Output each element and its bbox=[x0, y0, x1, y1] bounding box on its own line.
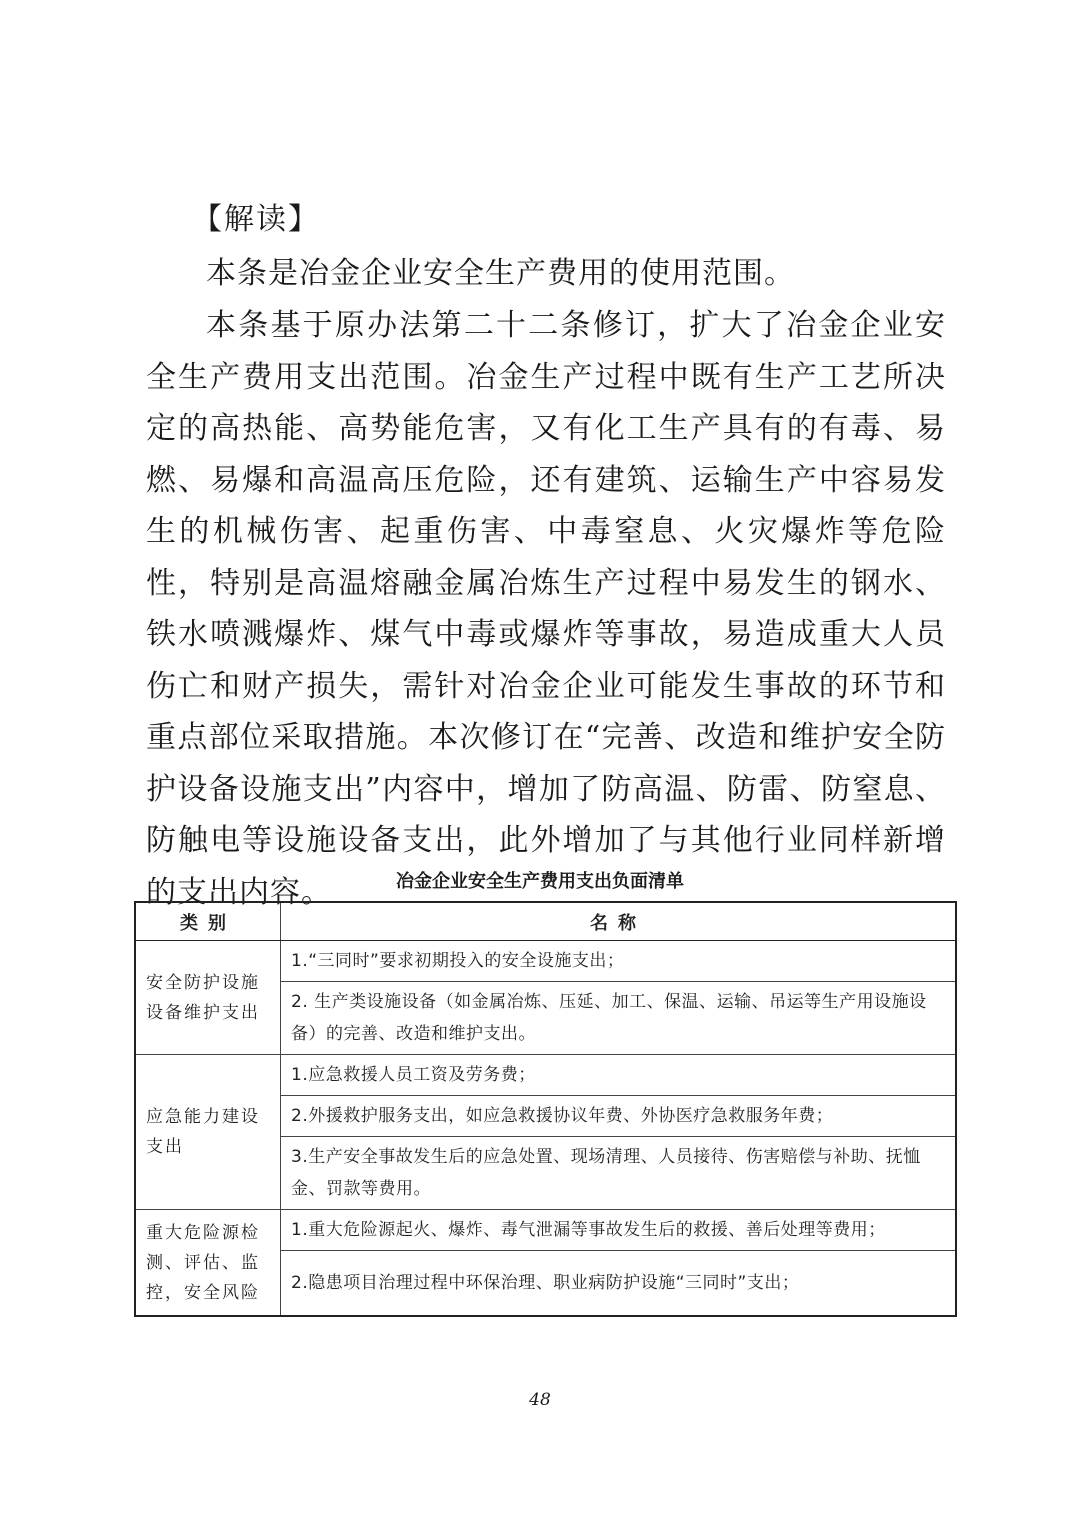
header-name: 名称 bbox=[281, 902, 957, 941]
section-heading: 【解读】 bbox=[192, 202, 320, 237]
item-cell: 3.生产安全事故发生后的应急处置、现场清理、人员接待、伤害赔偿与补助、抚恤金、罚款等费用。 bbox=[281, 1137, 957, 1210]
expense-negative-list-table bbox=[134, 901, 957, 1317]
paragraph-2: 本条基于原办法第二十二条修订，扩大了冶金企业安全生产费用支出范围。冶金生产过程中既有生产工艺所决定的高热能、高势能危害，又有化工生产具有的有毒、易燃、易爆和高温高压危险，还有建筑、运输生产中容易发生的机械伤害、起重伤害、中毒窒息、火灾爆炸等危险性，特别是高温熔融金属冶炼生产过程中易发生的钢水、铁水喷溅爆炸、煤气中毒或爆炸等事故，易造成重大人员伤亡和财产损失，需针对冶金企业可能发生事故的环节和重点部位采取措施。本次修订在“完善、改造和维护安全防护设备设施支出”内容中，增加了防高温、防雷、防窒息、防触电等设施设备支出，此外增加了与其他行业同样新增的支出内容。 bbox=[146, 308, 946, 910]
table-row bbox=[135, 941, 956, 982]
table-caption: 冶金企业安全生产费用支出负面清单 bbox=[396, 871, 684, 892]
paragraph-1: 本条是冶金企业安全生产费用的使用范围。 bbox=[206, 256, 795, 291]
table-header-row bbox=[135, 902, 956, 941]
item-cell: 2.外援救护服务支出，如应急救援协议年费、外协医疗急救服务年费； bbox=[281, 1096, 957, 1137]
category-cell: 安全防护设施设备维护支出 bbox=[135, 941, 281, 1055]
item-cell: 1.“三同时”要求初期投入的安全设施支出； bbox=[281, 941, 957, 982]
item-cell: 1.应急救援人员工资及劳务费； bbox=[281, 1055, 957, 1096]
category-cell: 重大危险源检测、评估、监控，安全风险 bbox=[135, 1210, 281, 1317]
item-cell: 2.隐患项目治理过程中环保治理、职业病防护设施“三同时”支出； bbox=[281, 1251, 957, 1317]
table-row bbox=[135, 1210, 956, 1251]
table-row bbox=[135, 1055, 956, 1096]
item-cell: 1.重大危险源起火、爆炸、毒气泄漏等事故发生后的救援、善后处理等费用； bbox=[281, 1210, 957, 1251]
page-number: 48 bbox=[529, 1390, 551, 1410]
item-cell: 2. 生产类设施设备（如金属冶炼、压延、加工、保温、运输、吊运等生产用设施设备）的完善、改造和维护支出。 bbox=[281, 982, 957, 1055]
category-cell: 应急能力建设支出 bbox=[135, 1055, 281, 1210]
header-category: 类别 bbox=[135, 902, 281, 941]
